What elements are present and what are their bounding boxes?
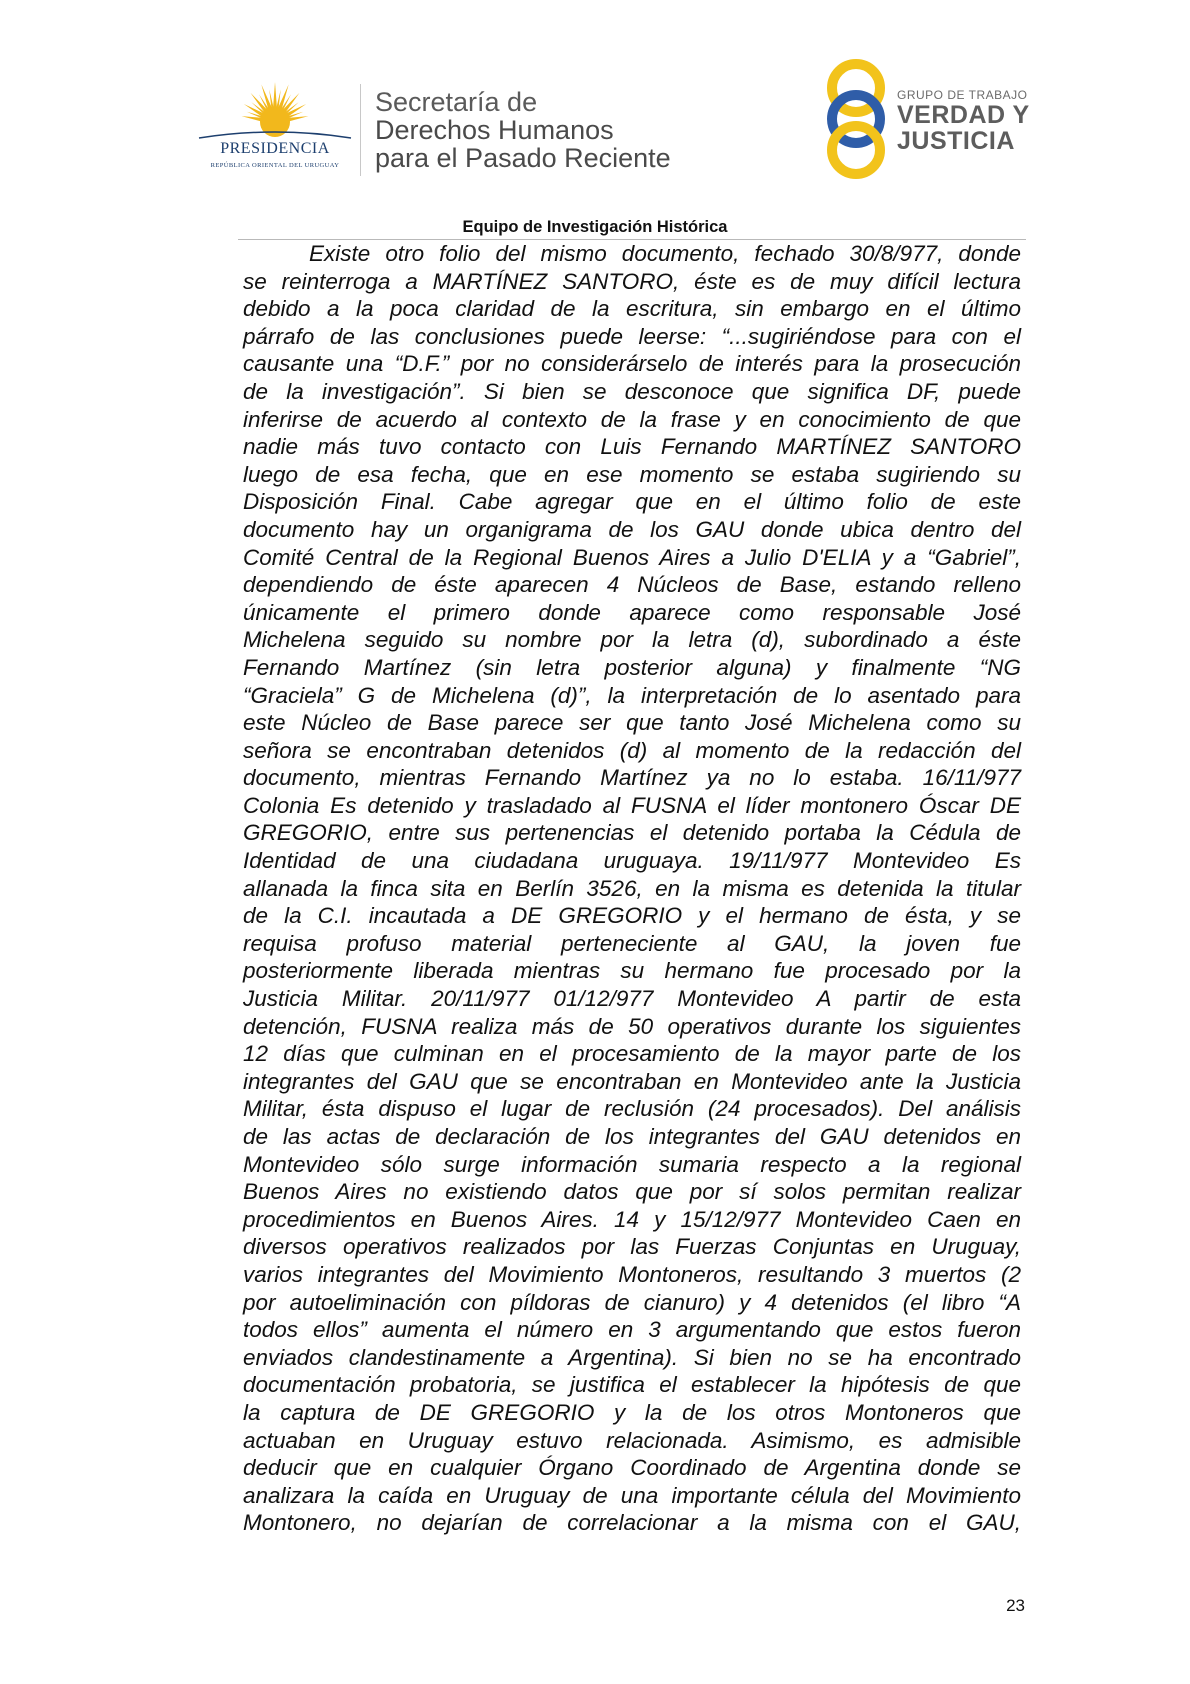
body-line: documento, mientras Fernando Martínez ya no lo estaba. 16/11/977 (243, 765, 1021, 791)
body-line: Montevideo sólo surge información sumaria respecto a la regional (243, 1151, 1021, 1177)
page-header (0, 0, 1190, 215)
body-line: analizara la caída en Uruguay de una importante célula del Movimiento (243, 1482, 1021, 1508)
body-line: la captura de DE GREGORIO y la de los otros Montoneros que (243, 1399, 1021, 1425)
body-line: documento hay un organigrama de los GAU donde ubica dentro del (243, 516, 1021, 542)
grupo-small-label: GRUPO DE TRABAJO (897, 88, 1028, 102)
body-line: integrantes del GAU que se encontraban en Montevideo ante la Justicia (243, 1068, 1021, 1094)
body-line: enviados clandestinamente a Argentina). Si bien no se ha encontrado (243, 1344, 1021, 1370)
body-line: Fernando Martínez (sin letra posterior alguna) y finalmente “NG (243, 654, 1021, 680)
body-line: párrafo de las conclusiones puede leerse: “...sugiriéndose para con el (243, 323, 1021, 349)
secretaria-line-3: para el Pasado Reciente (375, 143, 671, 173)
body-line: 12 días que culminan en el procesamiento de la mayor parte de los (243, 1041, 1021, 1067)
body-line: diversos operativos realizados por las Fuerzas Conjuntas en Uruguay, (243, 1234, 1021, 1260)
body-line: Disposición Final. Cabe agregar que en el último folio de este (243, 489, 1021, 515)
team-title: Equipo de Investigación Histórica (462, 218, 728, 236)
body-line: Buenos Aires no existiendo datos que por sí solos permitan realizar (243, 1179, 1021, 1205)
body-line: Michelena seguido su nombre por la letra (d), subordinado a éste (243, 627, 1021, 653)
body-line: detención, FUSNA realiza más de 50 operativos durante los siguientes (243, 1013, 1021, 1039)
body-line: de la investigación”. Si bien se desconoce que significa DF, puede (243, 378, 1021, 404)
verdad-justicia-rings-icon (820, 58, 892, 180)
page-number: 23 (1006, 1596, 1025, 1615)
body-line: Existe otro folio del mismo documento, fechado 30/8/977, donde (309, 241, 1021, 266)
presidencia-name: PRESIDENCIA (220, 140, 330, 157)
secretaria-line-2: Derechos Humanos (375, 115, 614, 145)
body-line: debido a la poca claridad de la escritura, sin embargo en el último (243, 296, 1021, 322)
body-line: causante una “D.F.” por no considerárselo de interés para la prosecución (243, 351, 1021, 377)
body-line: Justicia Militar. 20/11/977 01/12/977 Montevideo A partir de esta (243, 986, 1021, 1012)
body-line: Montonero, no dejarían de correlacionar a la misma con el GAU, (243, 1510, 1021, 1536)
body-line: documentación probatoria, se justifica el establecer la hipótesis de que (243, 1372, 1021, 1398)
body-line: deducir que en cualquier Órgano Coordinado de Argentina donde se (243, 1455, 1021, 1481)
body-line: todos ellos” aumenta el número en 3 argumentando que estos fueron (243, 1317, 1021, 1343)
body-line: luego de esa fecha, que en ese momento se estaba sugiriendo su (243, 461, 1021, 487)
sun-icon (195, 80, 355, 142)
body-line: de las actas de declaración de los integrantes del GAU detenidos en (243, 1124, 1021, 1149)
body-line: únicamente el primero donde aparece como responsable José (243, 599, 1021, 625)
body-line: Colonia Es detenido y trasladado al FUSNA el líder montonero Óscar DE (243, 792, 1021, 818)
body-line: señora se encontraban detenidos (d) al momento de la redacción del (243, 737, 1021, 763)
header-divider (360, 84, 361, 176)
body-line: dependiendo de éste aparecen 4 Núcleos de Base, estando relleno (243, 572, 1021, 598)
body-line: Comité Central de la Regional Buenos Aires a Julio D'ELIA y a “Gabriel”, (243, 544, 1021, 570)
secretaria-logo-text (375, 88, 671, 172)
body-line: Identidad de una ciudadana uruguaya. 19/11/977 Montevideo Es (243, 848, 1021, 874)
body-line: actuaban en Uruguay estuvo relacionada. Asimismo, es admisible (243, 1427, 1021, 1453)
grupo-line-2: JUSTICIA (897, 127, 1015, 155)
body-line: por autoeliminación con píldoras de cianuro) y 4 detenidos (el libro “A (243, 1289, 1021, 1315)
body-line: varios integrantes del Movimiento Montoneros, resultando 3 muertos (2 (243, 1261, 1021, 1287)
body-line: posteriormente liberada mientras su hermano fue procesado por la (243, 958, 1021, 984)
body-line: GREGORIO, entre sus pertenencias el detenido portaba la Cédula de (243, 820, 1021, 846)
body-line: nadie más tuvo contacto con Luis Fernando MARTÍNEZ SANTORO (243, 434, 1021, 460)
body-line: requisa profuso material perteneciente al GAU, la joven fue (243, 930, 1021, 956)
body-line: “Graciela” G de Michelena (d)”, la interpretación de lo asentado para (243, 682, 1021, 708)
body-line: Militar, ésta dispuso el lugar de reclusión (24 procesados). Del análisis (243, 1096, 1021, 1122)
grupo-line-1: VERDAD Y (897, 101, 1030, 129)
presidencia-logo (195, 80, 355, 180)
body-line: este Núcleo de Base parece ser que tanto José Michelena como su (243, 710, 1021, 736)
presidencia-subtitle: REPÚBLICA ORIENTAL DEL URUGUAY (210, 162, 340, 169)
grupo-trabajo-text (897, 88, 1030, 154)
body-line: procedimientos en Buenos Aires. 14 y 15/12/977 Montevideo Caen en (243, 1206, 1021, 1232)
body-paragraph (243, 240, 1021, 1537)
body-line: allanada la finca sita en Berlín 3526, en la misma es detenida la titular (243, 875, 1021, 901)
body-line: inferirse de acuerdo al contexto de la frase y en conocimiento de que (243, 406, 1021, 432)
secretaria-line-1: Secretaría de (375, 87, 538, 117)
body-line: se reinterroga a MARTÍNEZ SANTORO, éste es de muy difícil lectura (243, 268, 1021, 294)
body-line: de la C.I. incautada a DE GREGORIO y el hermano de ésta, y se (243, 903, 1021, 929)
